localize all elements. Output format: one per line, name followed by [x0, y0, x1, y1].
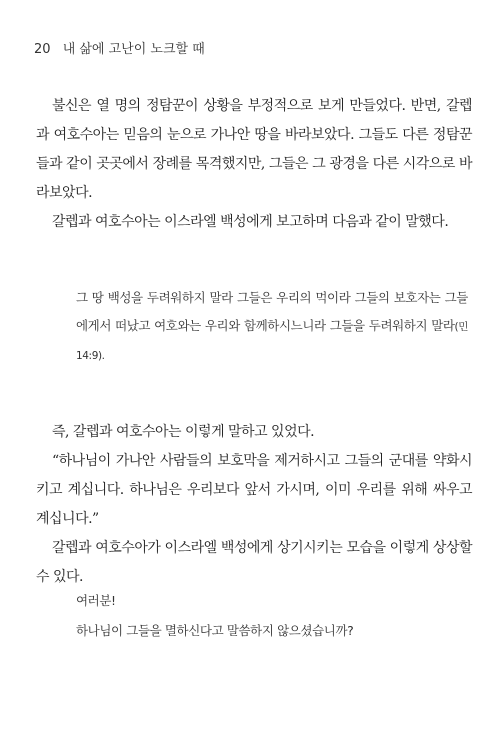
page-header: [34, 38, 205, 57]
closing-line: 여러분!: [76, 593, 116, 608]
closing-line: 하나님이 그들을 멸하신다고 말씀하지 않으셨습니까?: [76, 623, 354, 638]
paragraph: 즉, 갈렙과 여호수아는 이렇게 말하고 있었다.: [52, 424, 315, 440]
paragraph: 불신은 열 명의 정탐꾼이 상황을 부정적으로 보게 만들었다. 반면, 갈렙과 여호수아는 믿음의 눈으로 가나안 땅을 바라보았다. 그들도 다른 정탐꾼들과 같이 곳곳에서 장례를 목격했지만, 그들은 그 광경을 다른 시각으로 바라보았다.: [36, 98, 472, 201]
paragraph: 갈렙과 여호수아가 이스라엘 백성에게 상기시키는 모습을 이렇게 상상할 수 있다.: [36, 540, 472, 585]
scripture-quote: [76, 284, 468, 370]
running-title: 내 삶에 고난이 노크할 때: [62, 42, 205, 57]
quote-text: 그 땅 백성을 두려워하지 말라 그들은 우리의 먹이라 그들의 보호자는 그들에게서 떠났고 여호와는 우리와 함께하시느니라 그들을 두려워하지 말라: [76, 290, 468, 333]
paragraph: 갈렙과 여호수아는 이스라엘 백성에게 보고하며 다음과 같이 말했다.: [52, 214, 449, 230]
body-section-top: [36, 92, 472, 237]
paragraph: “하나님이 가나안 사람들의 보호막을 제거하시고 그들의 군대를 약화시키고 계십니다. 하나님은 우리보다 앞서 가시며, 이미 우리를 위해 싸우고 계십니다.”: [36, 453, 472, 527]
page-number: 20: [34, 42, 51, 57]
quote-reference: (민 14:9).: [76, 321, 468, 362]
closing-block: [76, 586, 353, 646]
body-section-bottom: [36, 418, 472, 592]
